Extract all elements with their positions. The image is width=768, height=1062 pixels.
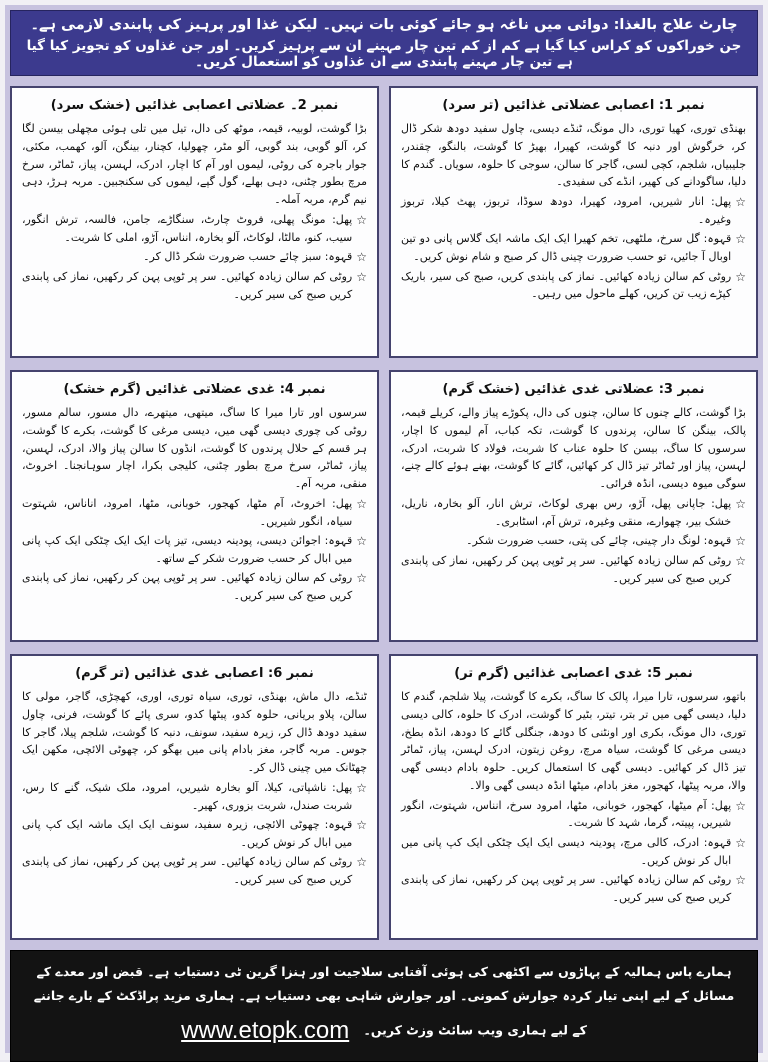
bullet-text: روٹی کم سالن زیادہ کھائیں۔ نماز کی پابندی کریں، صبح کی سیر، باریک کپڑے زیب تن کریں، کھلے ماحول میں رہیں۔ [401,269,732,301]
box-1-fruit-line [401,193,746,228]
box-2-advice-line [22,268,367,303]
star-icon: ☆ [735,534,746,549]
box-5-advice-line [401,871,746,906]
box-4-advice-line [22,569,367,604]
bullet-text: پھل: اخروٹ، آم مٹھا، کھجور، خوبانی، مٹھا، امرود، اناناس، شہتوت سیاہ، انگور شیریں۔ [22,497,353,528]
diet-box-3 [389,370,758,642]
box-6-fruit-line [22,779,367,814]
footer-text [27,960,741,1053]
box-6-advice-line [22,853,367,888]
box-1-title: نمبر 1: اعصابی عضلاتی غذائیں (تر سرد) [442,98,705,113]
box-1-foods: بھنڈی توری، کھیا توری، دال مونگ، ٹنڈے دیسی، چاول سفید دودھ شکر ڈال کر، خرگوش اور دنبہ کا گوشت، کھیرا، بھیڑ کا گوشت، بالنگو، چقندر، جلیبیاں، شلجم، کچی لسی، گاجر کا سالن، سوجی کا حلوہ، سویاں۔ گندم کا دلیا، ساگودانے کی کھیر، انڈے کی سفیدی۔ [401,122,746,189]
box-2-qahwa-line [22,248,367,266]
bullet-text: پھل: انار شیریں، امرود، کھیرا، دودھ سوڈا، تربوز، پھٹ کیلا، تربوز وغیرہ۔ [401,195,732,226]
star-icon: ☆ [356,781,367,796]
box-1-advice-line [401,268,746,303]
bullet-text: پھل: جاپانی پھل، آڑو، رس بھری لوکاٹ، ترش انار، آلو بخارہ، ناریل، خشک بیر، چھوارے، منقی وغیرہ، ترش آم، اسٹابری۔ [401,497,732,528]
bullet-text: روٹی کم سالن زیادہ کھائیں۔ سر پر ٹوپی پہن کر رکھیں، نماز کی پابندی کریں صبح کی سیر کریں۔ [401,554,732,585]
box-6-foods: ٹنڈے، دال ماش، بھنڈی، توری، سیاہ توری، اوری، کھچڑی، گاجر، مولی کا سالن، پلاو بریانی، حلوہ کدو، پیٹھا کدو، سری پائے کا گوشت، فرنی، چاول سفید دودھ ڈال کر، زیرہ سفید، سونف، دنبہ کا گوشت، شلجم پیلا، گاجر کا جوس۔ مربہ گاجر، مغز بادام پانی میں بھگو کر، چھوٹی الائچی، مکھن ایک چھٹانک میں چینی ڈال کر۔ [22,690,367,775]
star-icon: ☆ [735,269,746,284]
box-4-fruit-line [22,495,367,530]
box-6-qahwa-line [22,816,367,851]
bullet-text: قہوہ: چھوٹی الائچی، زیرہ سفید، سونف ایک ایک ماشہ ایک کپ پانی میں ابال کر نوش کریں۔ [22,818,353,849]
bullet-text: پھل: آم میٹھا، کھجور، خوبانی، مٹھا، امرود سرخ، انناس، شہتوت، انگور شیریں، پپیتہ، گرما، شہد کا شربت۔ [401,798,732,830]
header-title-line: چارٹ علاج بالغذا: دوائی میں ناغہ ہو جائے کوئی بات نہیں۔ لیکن غذا اور پرہیز کی پابندی لازمی ہے۔ [30,16,738,33]
box-5-title: نمبر 5: غدی اعصابی غذائیں (گرم تر) [454,666,693,681]
box-5-qahwa-line [401,834,746,869]
box-3-advice-line [401,552,746,587]
footer-line-1: ہمارے پاس ہمالیہ کے پہاڑوں سے اکٹھی کی ہوئی آفتابی سلاجیت اور ہنزا گرین ٹی دستیاب ہے۔ قبض اور معدے کے مسائل کے لیے اپنی تیار کردہ جوارش کمونی۔ اور [36,964,735,1003]
bullet-text: روٹی کم سالن زیادہ کھائیں۔ سر پر ٹوپی پہن کر رکھیں، نماز کی پابندی کریں صبح کی سیر کریں۔ [22,855,353,887]
diet-box-2 [10,86,379,358]
box-3-qahwa-line [401,532,746,550]
box-2-foods: بڑا گوشت، لوبیہ، قیمہ، موٹھ کی دال، تیل میں تلی ہوئی مچھلی بیسن لگا کر، آلو گوبی، بند گوبی، آلو مٹر، چھولیا، کچنار، بینگن، آلو، کھمب، مکئی، جوار باجرہ کی روٹی، لیموں اور آم کا اچار، ادرک، لہسن، پیاز، ٹماٹر، سرخ مرچ بطور چٹنی، دہی بھلے، گول گپے، لیموں کی سکنجبین۔ مربہ ہرڑ، دہی نیم گرم، مربہ آملہ۔ [22,122,367,207]
page-inner [5,5,763,1053]
box-6-title: نمبر 6: اعصابی غدی غذائیں (تر گرم) [75,666,314,681]
box-1-qahwa-line [401,230,746,265]
header-banner [10,10,758,76]
star-icon: ☆ [356,855,367,870]
box-3-foods: بڑا گوشت، کالے چنوں کا سالن، چنوں کی دال، پکوڑے پیاز والے، کریلے قیمہ، پالک، بینگن کا سالن، پرندوں کا گوشت، تکہ کباب، آم لیموں کا اچار، سرسوں کا ساگ، بیسن کا حلوہ عناب کا شربت، فولاد کا شربت، ادرک، لہسن، پیاز اور ٹماٹر تیز ڈال کر کھائیں، گائے کا گوشت، بھنے ہوئے کالے چنے، سوگی میوہ دیسی، انڈہ فرائی۔ [401,406,746,491]
star-icon: ☆ [356,534,367,549]
box-2-fruit-line [22,211,367,246]
box-5-foods: باتھو، سرسوں، تارا میرا، پالک کا ساگ، بکرے کا گوشت، پیلا شلجم، گندم کا دلیا، دیسی گھی میں تر بتر، تیتر، بٹیر کا گوشت، ادرک کا حلوہ، کالی دیسی توری، دال مونگ، بکری اور اونٹنی کا دودھ، جنگلی گائے کا دودھ، انڈہ بطخ، دیسی مرغی کا گوشت، سیاہ مرچ، روغن زیتون، ادرک لہسن، پیاز، ٹماٹر تیز ڈال کر کھائیں۔ دیسی گھی کا استعمال کریں۔ حلوہ بادام دیسی گھی والا، مربہ پیٹھا، کھجور، مغز بادام، میٹھا انڈہ دیسی گھی والا۔ [401,690,746,793]
star-icon: ☆ [356,270,367,285]
box-3-fruit-line [401,495,746,530]
bullet-text: روٹی کم سالن زیادہ کھائیں۔ سر پر ٹوپی پہن کر رکھیں، نماز کی پابندی کریں صبح کی سیر کریں۔ [401,873,732,904]
star-icon: ☆ [356,497,367,512]
box-3-title: نمبر 3: عضلاتی غدی غذائیں (خشک گرم) [442,382,705,397]
diet-box-1 [389,86,758,358]
star-icon: ☆ [735,554,746,569]
diet-box-5 [389,654,758,940]
header-instruction-line: جن خوراکوں کو کراس کیا گیا ہے کم از کم تین چار مہینے ان سے پرہیز کریں۔ اور جن غذاوں کو تجویز کیا گیا ہے تین چار مہینے پابندی سے ان غذاوں کو استعمال کریں۔ [26,37,742,70]
footer-line-2: جوارش شاہی بھی دستیاب ہے۔ ہماری مزید پراڈکٹ کے بارے جاننے کے لیے ہماری ویب سائٹ وزٹ کریں۔ [33,987,587,1037]
star-icon: ☆ [356,213,367,228]
bullet-text: پھل: مونگ پھلی، فروٹ چارٹ، سنگاڑے، جامن، فالسہ، ترش انگور، سیب، کنو، مالٹا، لوکاٹ، آلو بخارہ، انناس، آڑو، املی کا شربت۔ [22,213,353,244]
diet-boxes-grid [10,86,758,940]
footer-banner [10,950,758,1062]
star-icon: ☆ [356,250,367,265]
star-icon: ☆ [735,232,746,247]
star-icon: ☆ [735,798,746,813]
star-icon: ☆ [735,836,746,851]
bullet-text: قہوہ: سبز چائے حسب ضرورت شکر ڈال کر۔ [143,250,353,264]
website-link[interactable]: www.etopk.com [181,1016,350,1044]
bullet-text: قہوہ: اجوائن دیسی، پودینہ دیسی، تیز پات ایک ایک چٹکی ایک کپ پانی میں ابال کر حسب ضرورت شکر کے ساتھ۔ [22,534,353,565]
bullet-text: قہوہ: ادرک، کالی مرچ، پودینہ دیسی ایک ایک چٹکی ایک کپ پانی میں ابال کر نوش کریں۔ [401,836,732,867]
diet-box-6 [10,654,379,940]
star-icon: ☆ [735,873,746,888]
star-icon: ☆ [356,571,367,586]
star-icon: ☆ [735,195,746,210]
bullet-text: قہوہ: گل سرخ، ملٹھی، تخم کھیرا ایک ایک ماشہ ایک گلاس پانی دو تین اوبال آ جائیں، تو حسب ضرورت چینی ڈال کر صبح و شام نوش کریں۔ [401,232,732,264]
diet-box-4 [10,370,379,642]
star-icon: ☆ [735,497,746,512]
bullet-text: روٹی کم سالن زیادہ کھائیں۔ سر پر ٹوپی پہن کر رکھیں، نماز کی پابندی کریں صبح کی سیر کریں۔ [22,270,353,301]
box-5-fruit-line [401,797,746,832]
box-4-title: نمبر 4: غدی عضلاتی غذائیں (گرم خشک) [63,382,326,397]
box-2-title: نمبر 2۔ عضلاتی اعصابی غذائیں (خشک سرد) [50,98,339,113]
star-icon: ☆ [356,818,367,833]
bullet-text: روٹی کم سالن زیادہ کھائیں۔ سر پر ٹوپی پہن کر رکھیں، نماز کی پابندی کریں صبح کی سیر کریں۔ [22,571,353,603]
bullet-text: پھل: ناشپاتی، کیلا، آلو بخارہ شیریں، امرود، ملک شیک، گنے کا رس، شربت صندل، شربت بزوری، کھیر۔ [22,781,353,812]
box-4-qahwa-line [22,532,367,567]
box-4-foods: سرسوں اور تارا میرا کا ساگ، میتھی، میتھرے، دال مسور، سالم مسور، روٹی کی چوری دیسی گھی میں، دیسی مرغی کا گوشت، بکرے کا گوشت، ہر قسم کے حلال پرندوں کا گوشت، انڈوں کا سالن پیاز والا، ادرک، لہسن، پیاز، ٹماٹر، سرخ مرچ بطور چٹنی، کلیجی بکرا، اچار سوہانجنا۔ اخروٹ، منقی، مربہ آم۔ [22,406,367,491]
bullet-text: قہوہ: لونگ دار چینی، چائے کی پتی، حسب ضرورت شکر۔ [466,534,732,548]
